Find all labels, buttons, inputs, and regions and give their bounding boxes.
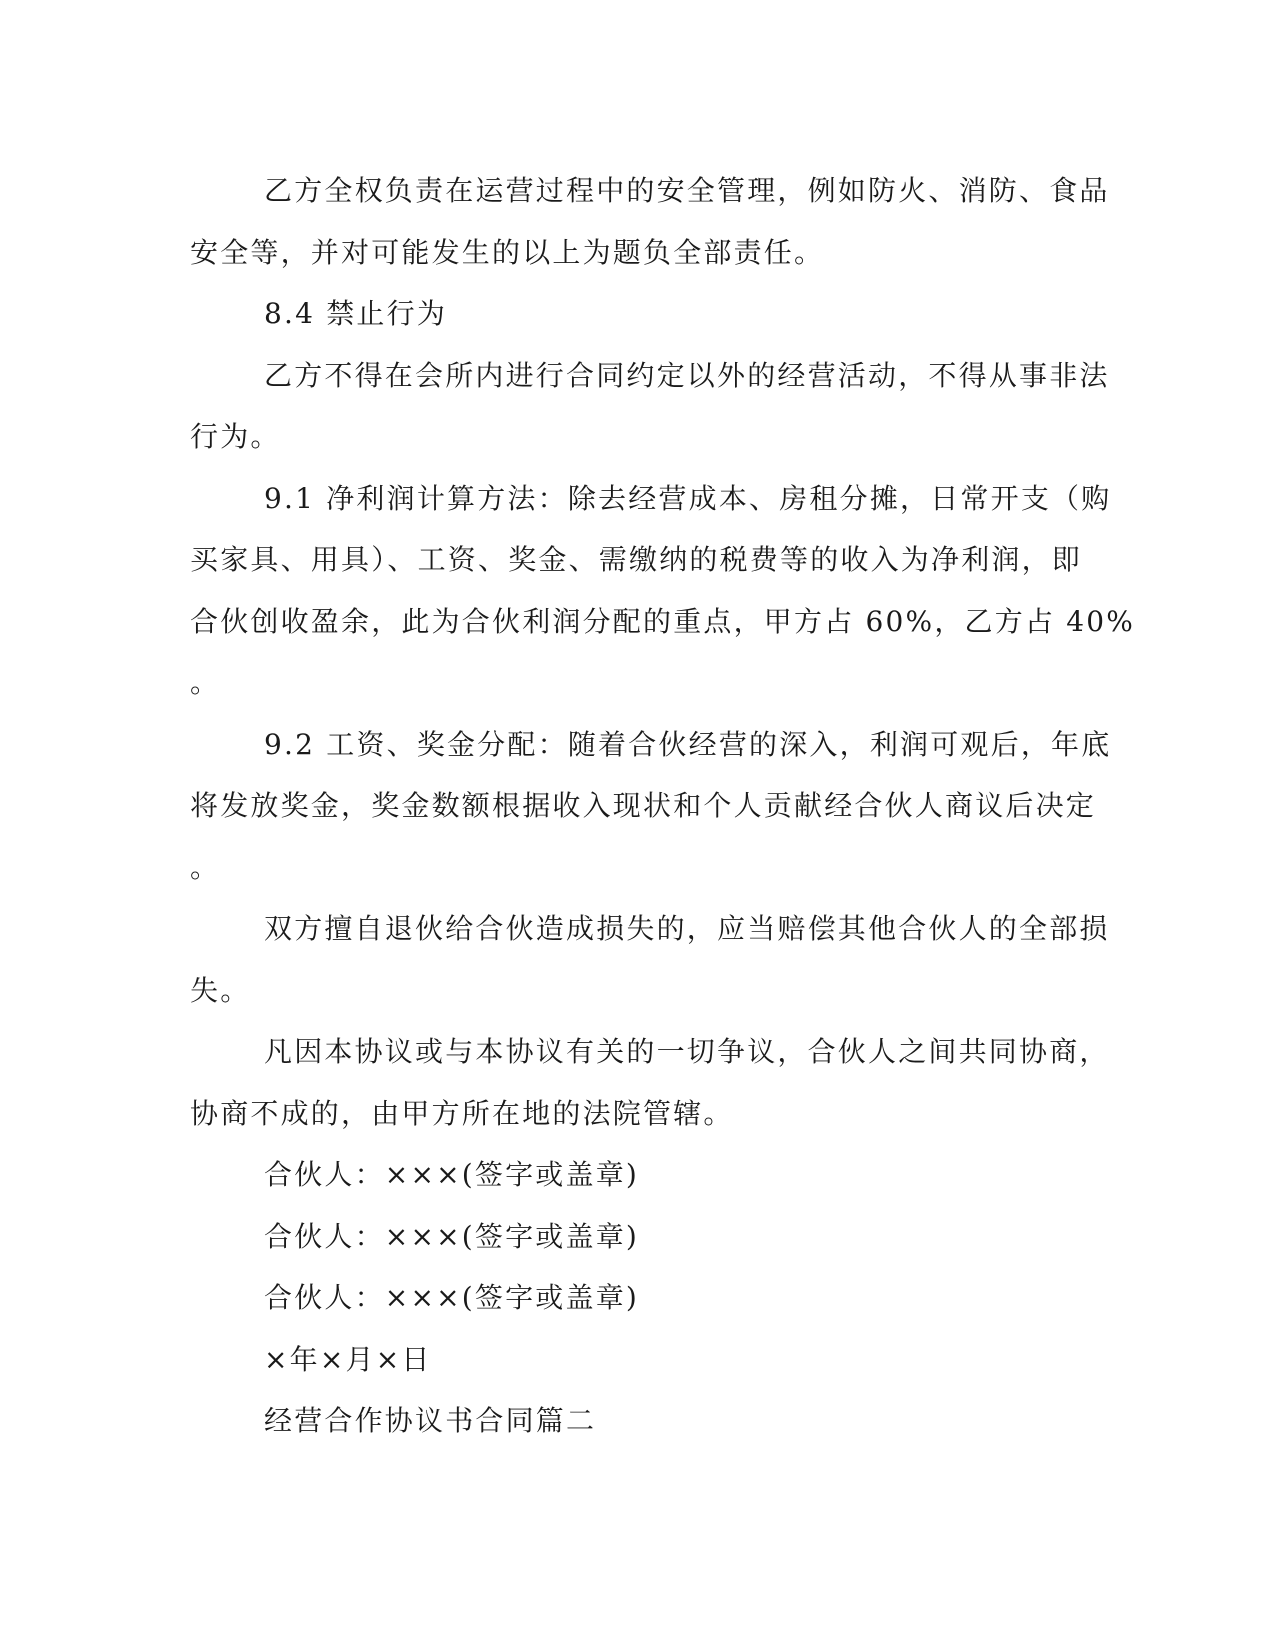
text-line: 合伙人：×××(签字或盖章): [264, 1281, 640, 1314]
text-line: 协商不成的，由甲方所在地的法院管辖。: [190, 1096, 734, 1130]
text-line: 行为。: [190, 420, 281, 453]
text-line: 经营合作协议书合同篇二: [264, 1404, 597, 1437]
text-line: 。: [190, 666, 221, 699]
paragraph-safety-responsibility: [190, 160, 1110, 283]
paragraph-prohibited-acts: [190, 345, 1110, 468]
signature-line-partner-2: [190, 1206, 1080, 1268]
section-title-part-two: [190, 1390, 1080, 1452]
section-heading-8-4: [190, 283, 1080, 345]
text-line: 合伙创收盈余，此为合伙利润分配的重点，甲方占 60%，乙方占 40%: [190, 604, 1136, 638]
text-line: 9.1 净利润计算方法：除去经营成本、房租分摊，日常开支（购: [264, 481, 1112, 515]
document-body: [190, 160, 1136, 1452]
text-line: 双方擅自退伙给合伙造成损失的，应当赔偿其他合伙人的全部损: [264, 912, 1110, 945]
paragraph-withdrawal-loss: [190, 898, 1110, 1021]
signature-line-partner-1: [190, 1144, 1080, 1206]
paragraph-dispute-resolution: [190, 1021, 1110, 1144]
text-line: 将发放奖金，奖金数额根据收入现状和个人贡献经合伙人商议后决定: [190, 789, 1097, 822]
text-line: 凡因本协议或与本协议有关的一切争议，合伙人之间共同协商，: [264, 1035, 1110, 1068]
text-line: 合伙人：×××(签字或盖章): [264, 1158, 640, 1191]
text-line: 乙方全权负责在运营过程中的安全管理，例如防火、消防、食品: [264, 174, 1110, 207]
text-line: 9.2 工资、奖金分配：随着合伙经营的深入，利润可观后，年底: [264, 727, 1112, 761]
date-line: [190, 1329, 1080, 1391]
text-line: 安全等，并对可能发生的以上为题负全部责任。: [190, 235, 825, 269]
text-line: 合伙人：×××(签字或盖章): [264, 1219, 640, 1253]
paragraph-salary-bonus: [190, 714, 1112, 899]
text-line: 失。: [190, 973, 251, 1007]
text-line: 8.4 禁止行为: [264, 297, 448, 330]
paragraph-net-profit: [190, 468, 1136, 714]
text-line: ×年×月×日: [264, 1342, 432, 1376]
text-line: 。: [190, 850, 221, 884]
text-line: 乙方不得在会所内进行合同约定以外的经营活动，不得从事非法: [264, 358, 1110, 392]
signature-line-partner-3: [190, 1267, 1080, 1329]
text-line: 买家具、用具）、工资、奖金、需缴纳的税费等的收入为净利润，即: [190, 543, 1083, 576]
